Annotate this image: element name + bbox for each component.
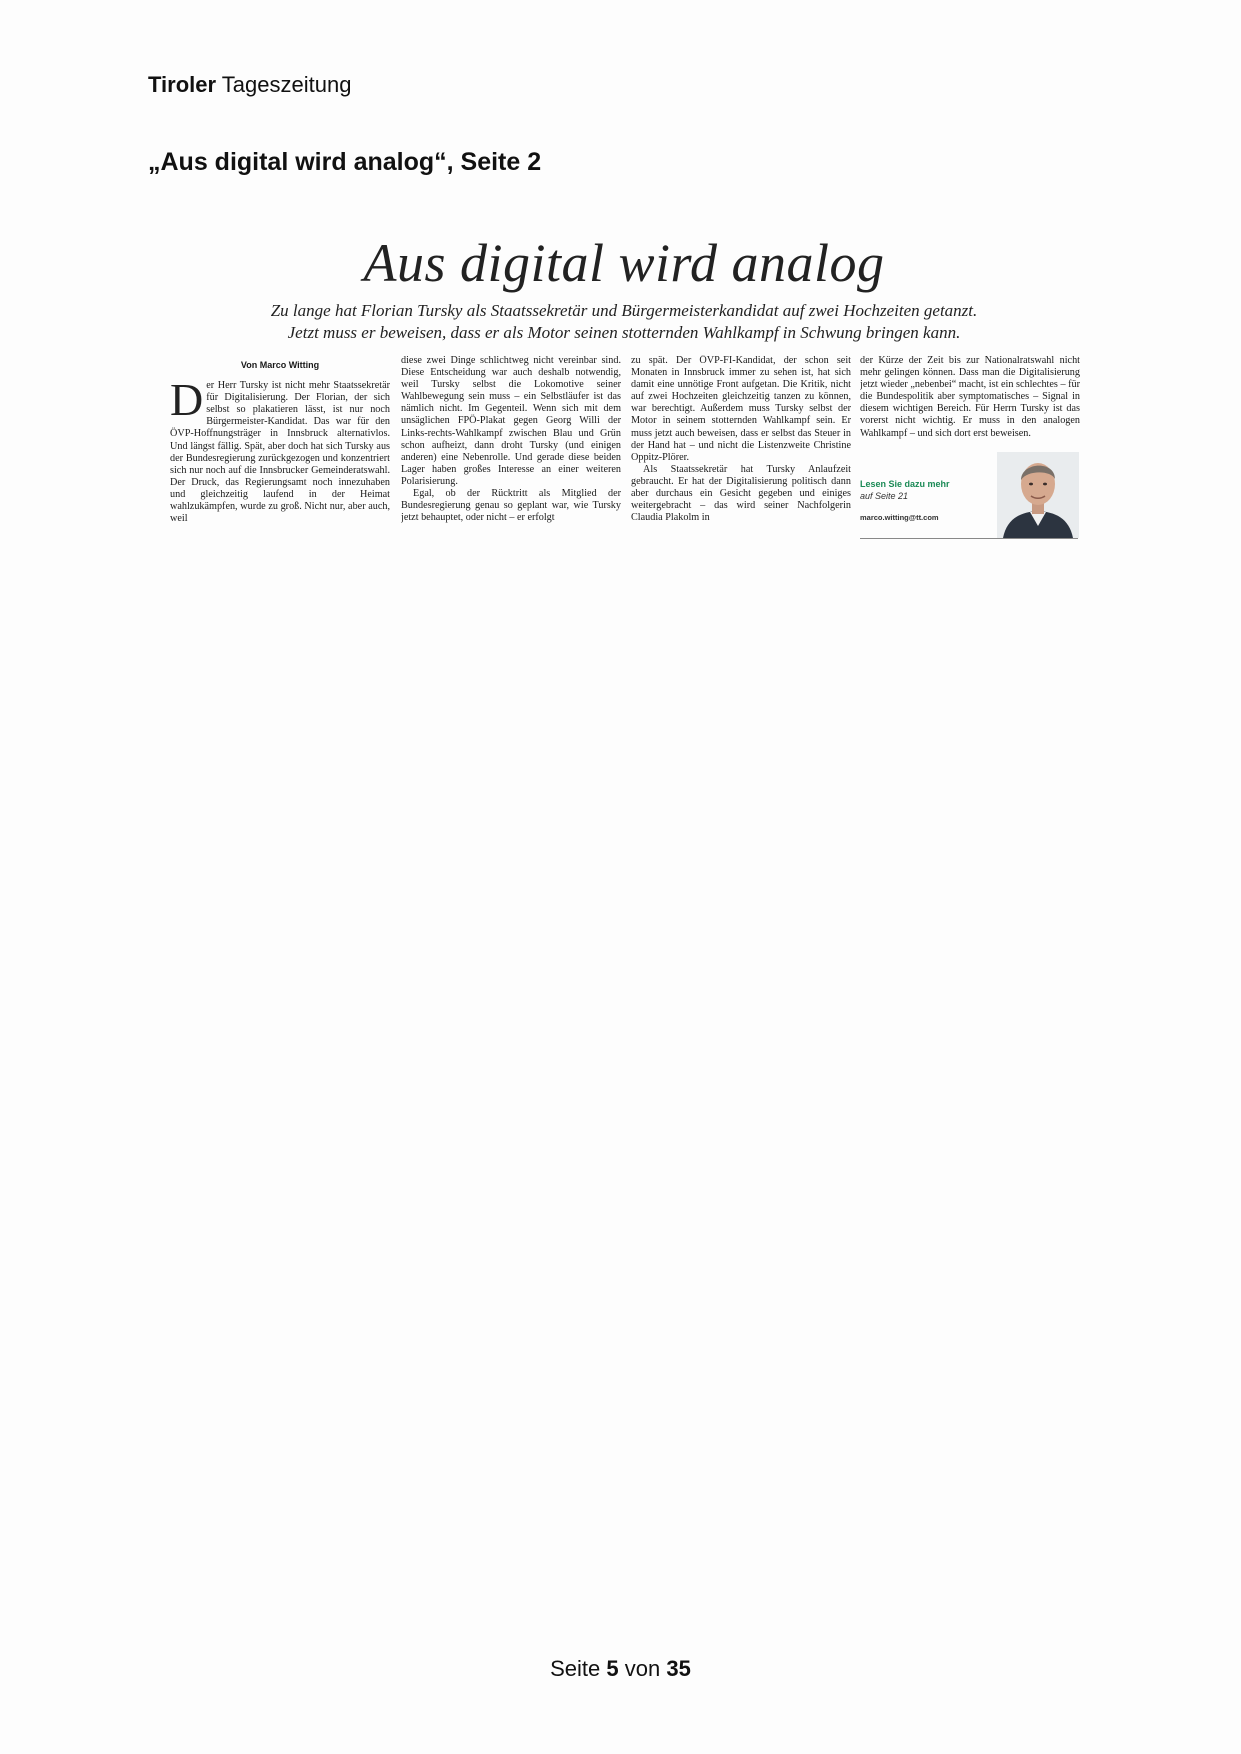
footer-middle: von [624, 1656, 661, 1681]
read-more-label: Lesen Sie dazu mehr [860, 479, 950, 489]
subhead-line-2: Jetzt muss er beweisen, dass er als Motor seinen stotternden Wahlkampf in Schwung bringen kann. [287, 323, 961, 342]
article-column-2 [401, 355, 621, 541]
column-2-paragraph-1: diese zwei Dinge schlichtweg nicht vereinbar sind. Diese Entscheidung war auch deshalb notwendig, weil Tursky selbst die Lokomotive seiner Wahlbewegung sein muss – ein Selbstläufer ist das nämlich nicht. Im Gegenteil. Wenn sich mit dem unsäglichen FPÖ-Plakat gegen Georg Willi der Links-rechts-Wahlkampf zwischen Blau und Grün schon aufheizt, dann droht Tursky (und einigen anderen) eine Nebenrolle. Und gerade diese beiden Lager haben großes Interesse an einer weiteren Polarisierung. [401, 355, 621, 487]
column-3-paragraph-1: zu spät. Der ÖVP-FI-Kandidat, der schon seit Monaten in Innsbruck immer zu sehen ist, hat sich damit eine unnötige Front aufgetan. Die Kritik, nicht auf zwei Hochzeiten gleichzeitig tanzen zu können, war berechtigt. Außerdem muss Tursky selbst der Motor in seinem stotternden Wahlkampf sein. Er muss jetzt auch beweisen, dass er selbst das Steuer in der Hand hat – und nicht die Listenzweite Christine Oppitz-Plörer. [631, 355, 851, 463]
drop-cap: D [170, 374, 204, 426]
read-more-box [860, 478, 1010, 524]
article-headline: Aus digital wird analog [363, 233, 885, 293]
total-page-count: 35 [666, 1656, 691, 1681]
publication-name [148, 72, 351, 98]
publication-name-regular: Tageszeitung [221, 72, 352, 97]
publication-name-bold: Tiroler [148, 72, 217, 97]
author-email: marco.witting@tt.com [860, 513, 939, 522]
article-reference-title: „Aus digital wird analog“, Seite 2 [148, 148, 542, 176]
article-column-1 [170, 355, 390, 541]
column-3-paragraph-2: Als Staatssekretär hat Tursky Anlaufzeit gebraucht. Er hat der Digitalisierung politisch dann aber durchaus ein Gesicht gegeben und einiges weitergebracht – das wird seiner Nachfolgerin Claudia Plakolm in [631, 463, 851, 524]
article-subhead [170, 300, 1078, 344]
subhead-line-1: Zu lange hat Florian Tursky als Staatssekretär und Bürgermeisterkandidat auf zwei Hochzeiten getanzt. [270, 301, 978, 320]
author-photo [997, 452, 1079, 538]
newspaper-clipping [170, 228, 1078, 540]
column-2-paragraph-2: Egal, ob der Rücktritt als Mitglied der Bundesregierung genau so geplant war, wie Tursky jetzt behauptet, oder nicht – er erfolgt [401, 488, 621, 524]
clip-bottom-rule [860, 538, 1078, 539]
column-4-text: der Kürze der Zeit bis zur Nationalratswahl nicht mehr gelingen können. Dass man die Digitalisierung jetzt wieder „nebenbei“ macht, ist ein schlechtes – für die Bundespolitik aber symptomatisches – Signal in diesem wichtigen Bereich. Für Herrn Tursky ist das vorerst nicht wichtig. Er muss in den analogen Wahlkampf – und sich dort erst beweisen. [860, 355, 1080, 439]
column-1-text: er Herr Tursky ist nicht mehr Staatssekretär für Digitalisierung. Der Florian, der sich selbst so plakatieren lässt, ist nur noch Bürgermeister-Kandidat. Das war für den ÖVP-Hoffnungsträger in Innsbruck alternativlos. Und längst fällig. Spät, aber doch hat sich Tursky aus der Bundesregierung zurückgezogen und konzentriert sich nur noch auf die Innsbrucker Gemeinderatswahl. Der Druck, das Regierungsamt noch innezuhaben und gleichzeitig laufend in der Heimat wahlzukämpfen, wurde zu groß. Nicht nur, aber auch, weil [170, 380, 390, 525]
article-column-3 [631, 355, 851, 541]
byline: Von Marco Witting [240, 360, 320, 370]
current-page-number: 5 [606, 1656, 619, 1681]
footer-prefix: Seite [550, 1656, 601, 1681]
read-more-page: auf Seite 21 [860, 491, 909, 501]
page-footer [0, 1656, 1241, 1682]
